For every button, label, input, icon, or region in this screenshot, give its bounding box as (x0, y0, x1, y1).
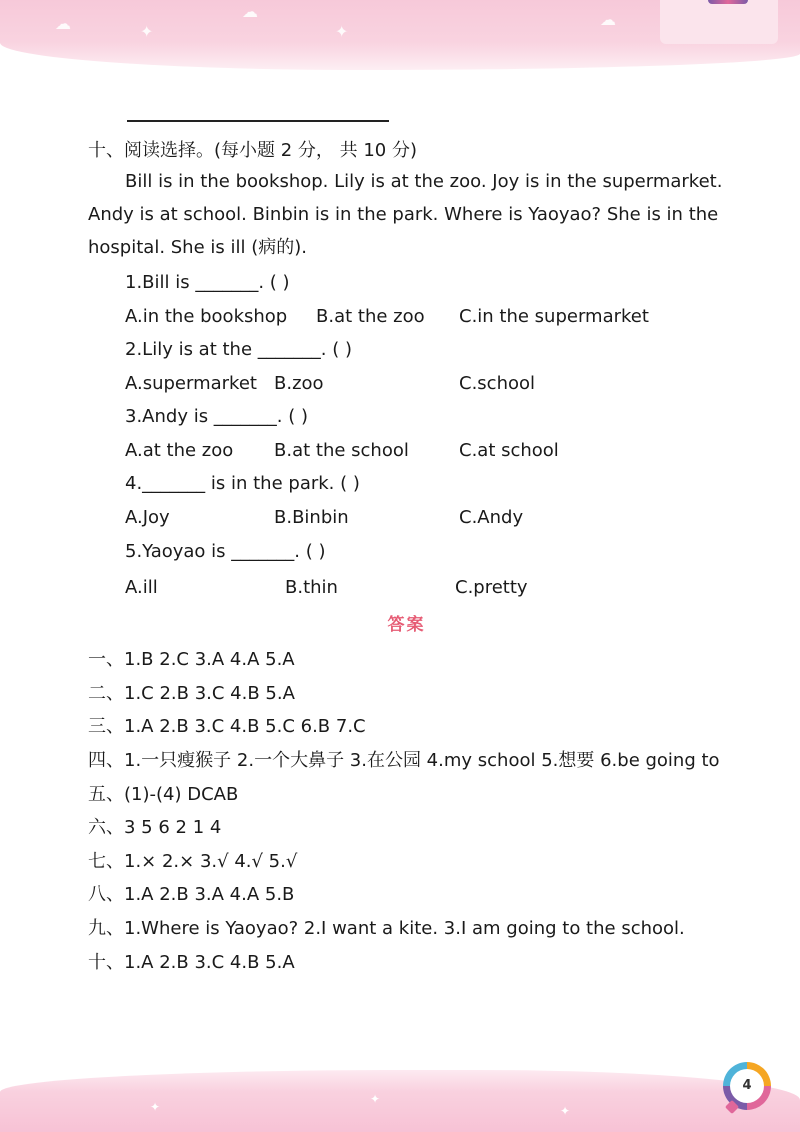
option-c: C.in the supermarket (459, 306, 649, 327)
answer-line: 四、1.一只瘦猴子 2.一个大鼻子 3.在公园 4.my school 5.想要 6.be going to (88, 750, 720, 771)
sparkle-icon: ✦ (150, 1100, 161, 1114)
question-5: 5.Yaoyao is _______. ( ) (125, 541, 326, 562)
option-c: C.school (459, 373, 535, 394)
option-b: B.at the zoo (316, 306, 425, 327)
passage-line: hospital. She is ill (病的). (88, 237, 307, 258)
answer-line: 九、1.Where is Yaoyao? 2.I want a kite. 3.I am going to the school. (88, 918, 685, 939)
footer-decoration (0, 1070, 800, 1132)
option-a: A.at the zoo (125, 440, 234, 461)
option-b: B.Binbin (274, 507, 349, 528)
header-tab (660, 0, 778, 44)
option-a: A.in the bookshop (125, 306, 288, 327)
option-c: C.Andy (459, 507, 524, 528)
question-2: 2.Lily is at the _______. ( ) (125, 339, 352, 360)
passage-line: Andy is at school. Binbin is in the park. Where is Yaoyao? She is in the (88, 204, 719, 225)
cloud-icon: ☁ (242, 2, 258, 21)
answer-line: 二、1.C 2.B 3.C 4.B 5.A (88, 683, 295, 704)
answer-line: 十、1.A 2.B 3.C 4.B 5.A (88, 952, 295, 973)
question-4: 4._______ is in the park. ( ) (125, 473, 360, 494)
answer-line: 一、1.B 2.C 3.A 4.A 5.A (88, 649, 295, 670)
cloud-icon: ☁ (55, 14, 71, 33)
answer-line: 三、1.A 2.B 3.C 4.B 5.C 6.B 7.C (88, 716, 366, 737)
section-heading: 十、阅读选择。(每小题 2 分， 共 10 分) (88, 140, 418, 161)
answer-line: 八、1.A 2.B 3.A 4.A 5.B (88, 884, 295, 905)
option-a: A.Joy (125, 507, 170, 528)
question-3: 3.Andy is _______. ( ) (125, 406, 309, 427)
answers-title: 答案 (387, 615, 426, 635)
cloud-icon: ☁ (600, 10, 616, 29)
sparkle-icon: ✦ (560, 1104, 571, 1118)
page-number: 4 (730, 1069, 764, 1103)
option-c: C.pretty (455, 577, 528, 598)
passage-line: Bill is in the bookshop. Lily is at the zoo. Joy is in the supermarket. (125, 171, 723, 192)
sparkle-icon: ✦ (335, 22, 349, 41)
page-number-badge (723, 1062, 771, 1110)
option-b: B.at the school (274, 440, 409, 461)
sparkle-icon: ✦ (140, 22, 154, 41)
question-1: 1.Bill is _______. ( ) (125, 272, 290, 293)
sparkle-icon: ✦ (370, 1092, 381, 1106)
option-b: B.zoo (274, 373, 324, 394)
option-a: A.ill (125, 577, 158, 598)
option-a: A.supermarket (125, 373, 257, 394)
answer-line: 六、3 5 6 2 1 4 (88, 817, 222, 838)
divider-line (127, 120, 389, 122)
option-c: C.at school (459, 440, 559, 461)
answer-line: 七、1.× 2.× 3.√ 4.√ 5.√ (88, 851, 298, 872)
answer-line: 五、(1)-(4) DCAB (88, 784, 239, 805)
option-b: B.thin (285, 577, 338, 598)
